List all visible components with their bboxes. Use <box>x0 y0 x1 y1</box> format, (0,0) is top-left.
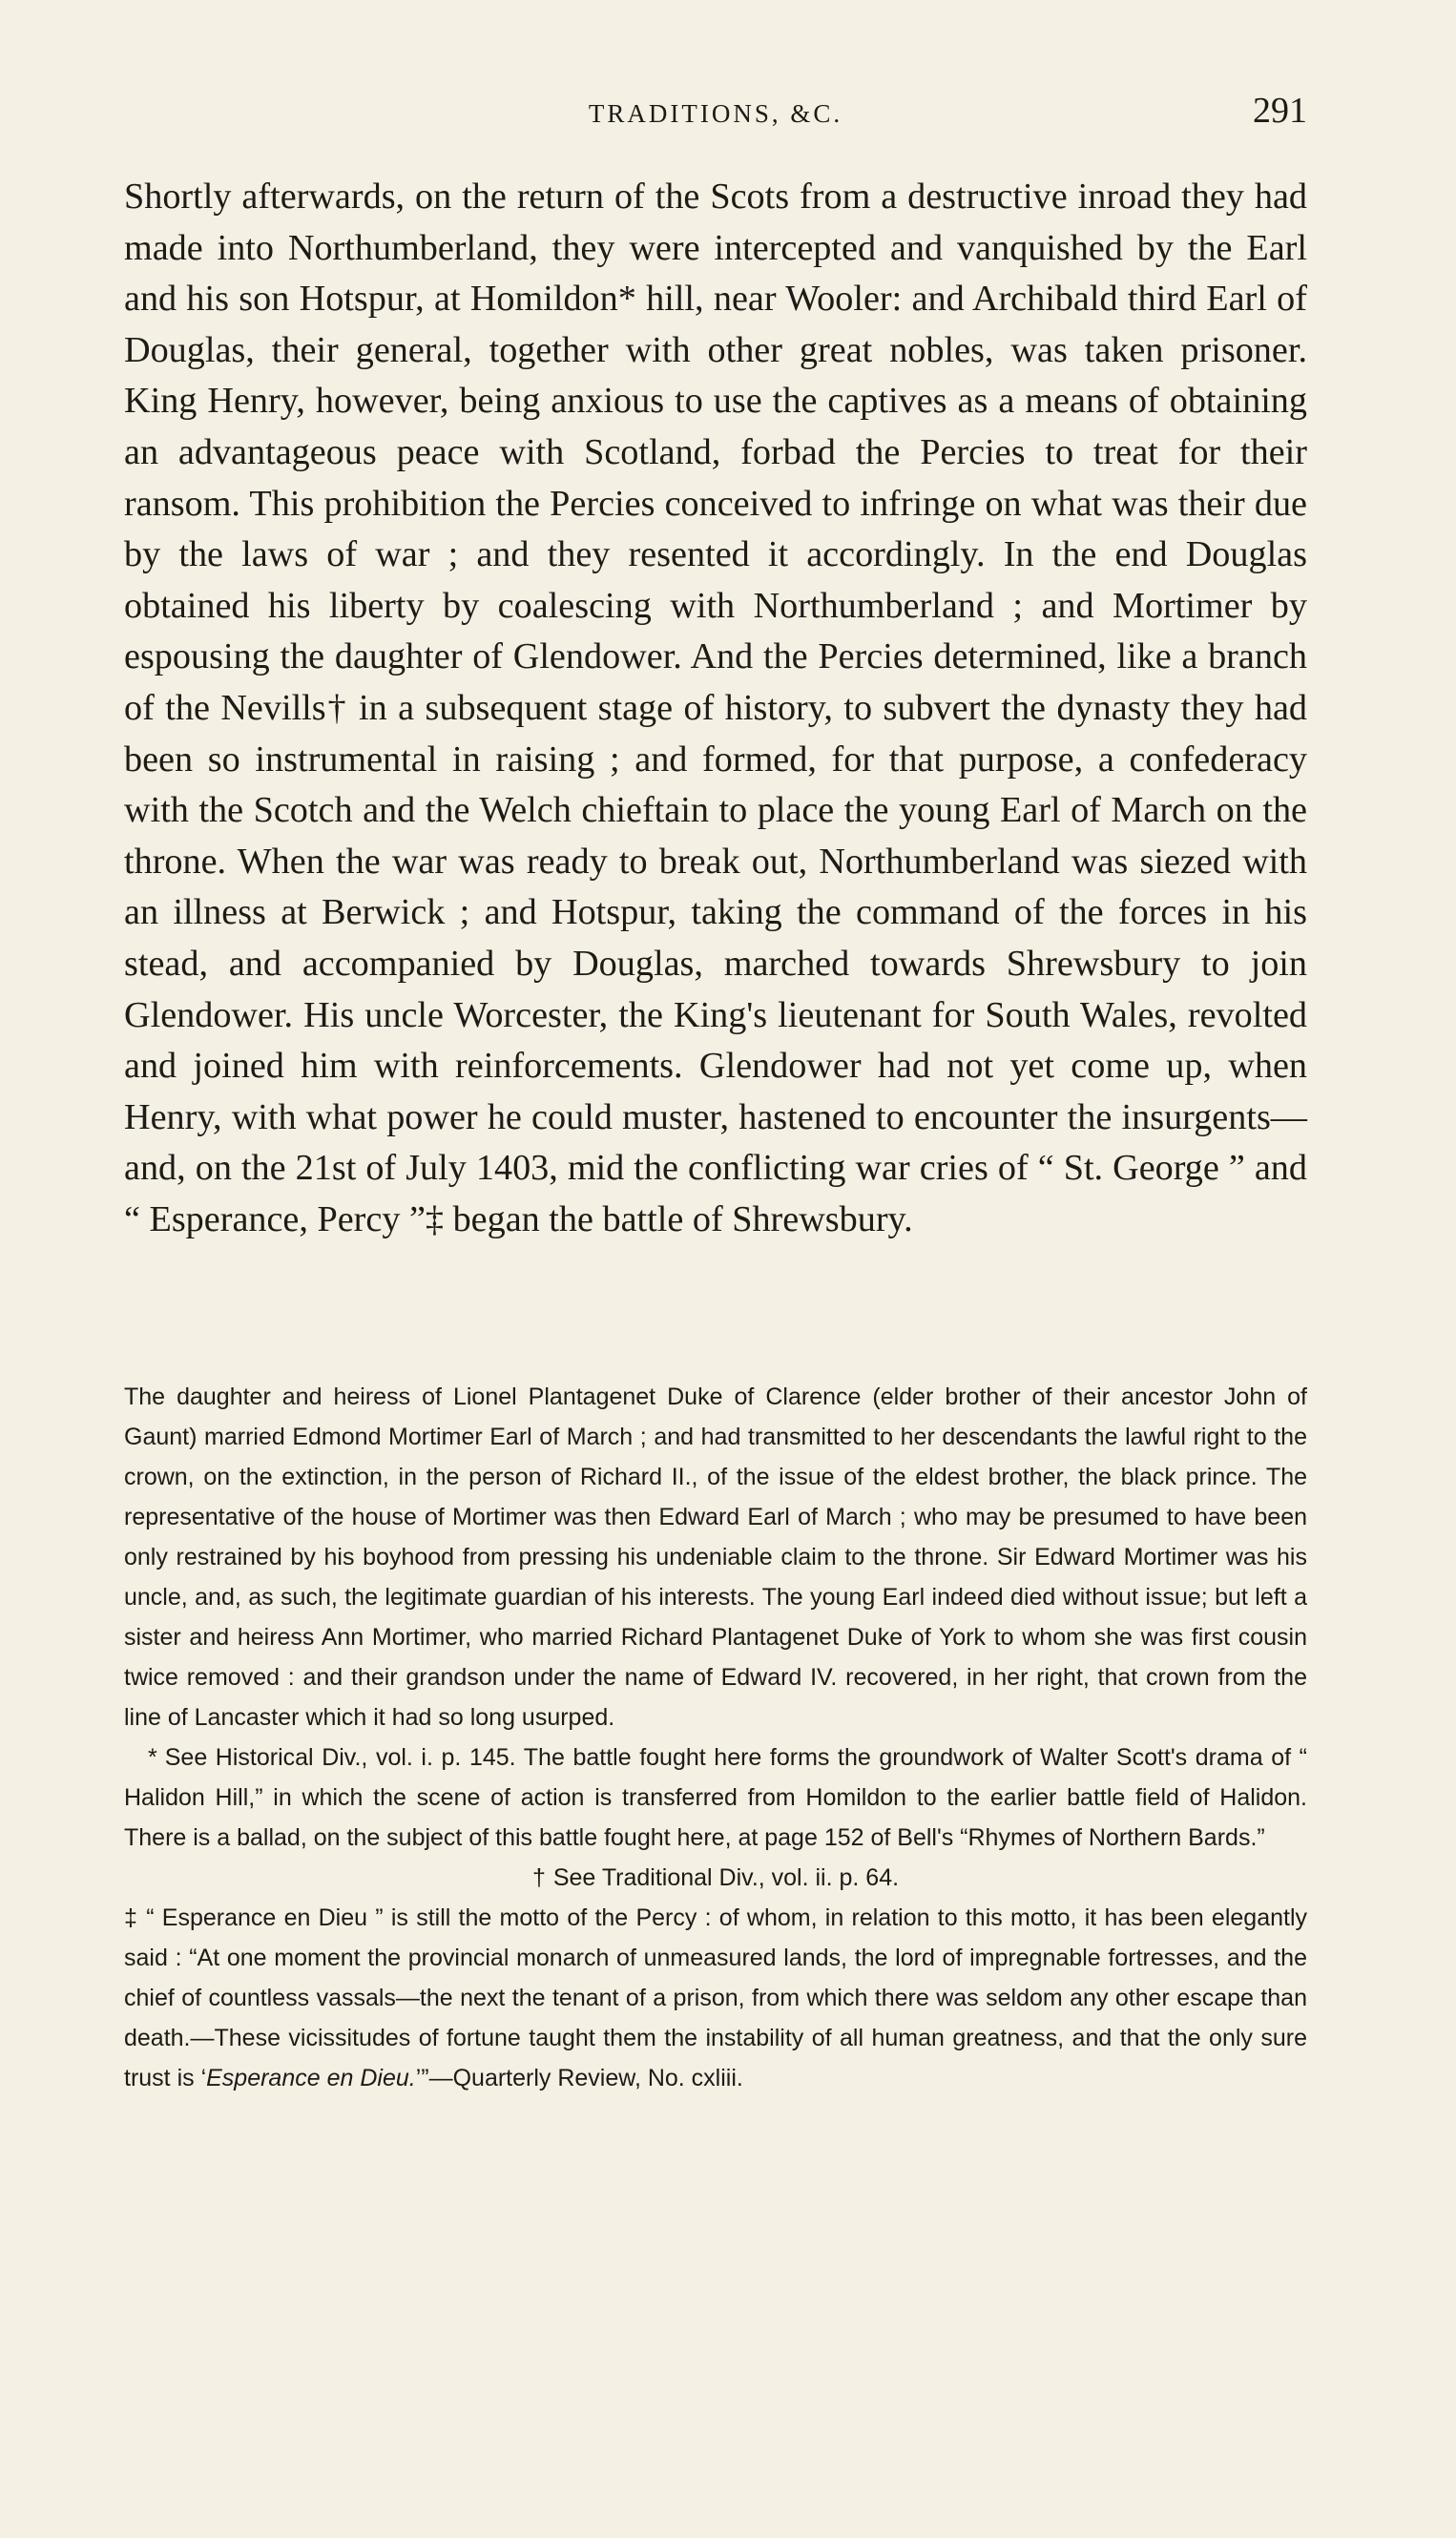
footnote-continued: The daughter and heiress of Lionel Plantagenet Duke of Clarence (elder brother of their ancestor John of Gaunt) married Edmond Mortimer Earl of March ; and had transmitted to her descendants the lawful right to the crown, on the extinction, in the person of Richard II., of the issue of the eldest brother, the black prince. The representative of the house of Mortimer was then Edward Earl of March ; who may be presumed to have been only restrained by his boyhood from pressing his undeniable claim to the throne. Sir Edward Mortimer was his uncle, and, as such, the legitimate guardian of his interests. The young Earl indeed died without issue; but left a sister and heiress Ann Mortimer, who married Richard Plantagenet Duke of York to whom she was first cousin twice removed : and their grandson under the name of Edward IV. recovered, in her right, that crown from the line of Lancaster which it had so long usurped. <box>124 1383 1307 1731</box>
footnote-ddagger <box>124 1898 1307 2098</box>
footnote-dagger-mark: † <box>531 1864 546 1891</box>
footnote-dagger <box>124 1858 1307 1898</box>
footnotes <box>124 1377 1307 2098</box>
page-number: 291 <box>1253 91 1307 131</box>
footnote-ddagger-italic: Esperance en Dieu. <box>206 2065 416 2091</box>
running-head: TRADITIONS, &C. <box>588 99 843 128</box>
main-text <box>124 172 1307 1245</box>
footnote-ddagger-mark: ‡ <box>124 1904 139 1931</box>
footnote-star <box>124 1737 1307 1858</box>
page-header <box>124 90 1307 147</box>
footnote-dagger-text: See Traditional Div., vol. ii. p. 64. <box>552 1864 900 1891</box>
body-paragraph: Shortly afterwards, on the return of the Scots from a destructive inroad they had made into Northumberland, they were intercepted and vanquished by the Earl and his son Hotspur, at Homildon* hill, near Wooler: and Archibald third Earl of Douglas, their general, together with other great nobles, was taken prisoner. King Henry, however, being anxious to use the captives as a means of obtaining an advantageous peace with Scotland, forbad the Percies to treat for their ransom. This prohibition the Percies conceived to infringe on what was their due by the laws of war ; and they resented it accordingly. In the end Douglas obtained his liberty by coalescing with Northumberland ; and Mortimer by espousing the daughter of Glendower. And the Percies determined, like a branch of the Nevills† in a subsequent stage of history, to subvert the dynasty they had been so instrumental in raising ; and formed, for that purpose, a confederacy with the Scotch and the Welch chieftain to place the young Earl of March on the throne. When the war was ready to break out, Northumberland was siezed with an illness at Berwick ; and Hotspur, taking the command of the forces in his stead, and accompanied by Douglas, marched towards Shrewsbury to join Glendower. His uncle Worcester, the King's lieutenant for South Wales, revolted and joined him with reinforcements. Glendower had not yet come up, when Henry, with what power he could muster, hastened to encounter the insurgents—and, on the 21st of July 1403, mid the conflicting war cries of “ St. George ” and “ Esperance, Percy ”‡ began the battle of Shrewsbury. <box>124 177 1307 1239</box>
footnote-star-text: See Historical Div., vol. i. p. 145. The battle fought here forms the groundwork of Walter Scott's drama of “ Halidon Hill,” in which the scene of action is transferred from Homildon to the earlier battle field of Halidon. There is a ballad, on the subject of this battle fought here, at page 152 of Bell's “Rhymes of Northern Bards.” <box>124 1744 1307 1851</box>
footnote-star-mark: * <box>148 1744 157 1771</box>
footnote-ddagger-text: “ Esperance en Dieu ” is still the motto of the Percy : of whom, in relation to this motto, it has been elegantly said : “At one moment the provincial monarch of unmeasured lands, the lord of impregnable fortresses, and the chief of countless vassals—the next the tenant of a prison, from which there was seldom any other escape than death.—These vicissitudes of fortune taught them the instability of all human greatness, and that the only sure trust is ‘ <box>124 1904 1307 2091</box>
footnote-ddagger-end: ’”—Quarterly Review, No. cxliii. <box>415 2065 743 2091</box>
